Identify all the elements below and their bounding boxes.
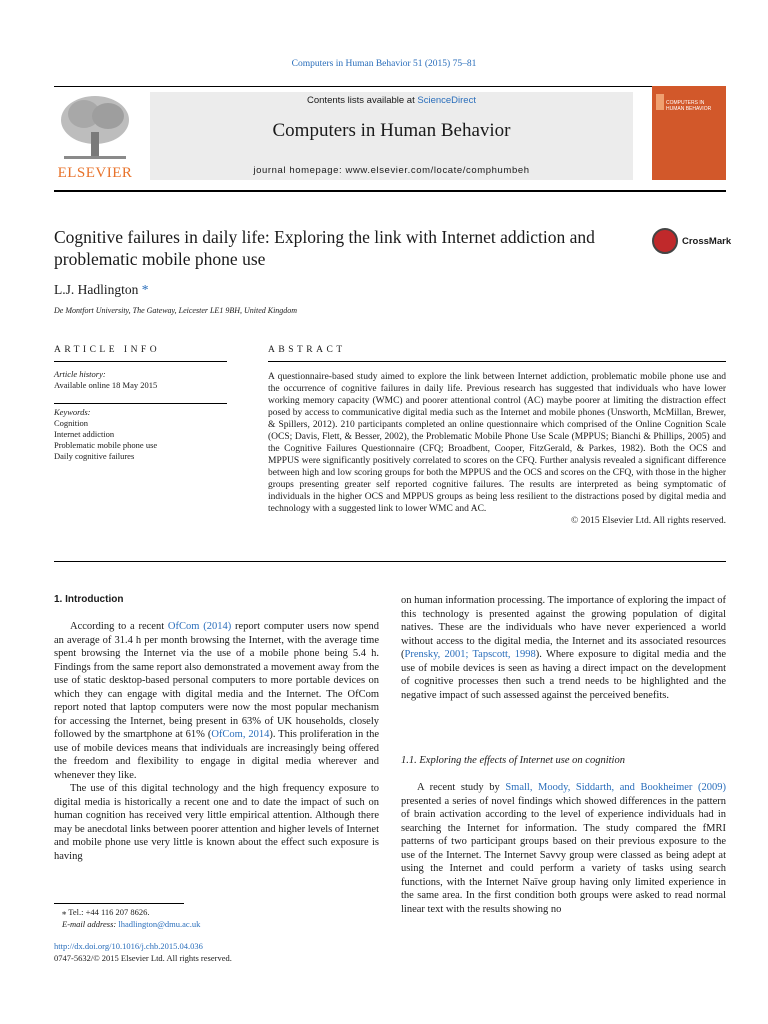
- text-run: ). This proliferation in the use of mobile devices means that individuals are increasingly being offered the freedom and flexibility to engage in digital media wherever and whenever they like.: [54, 729, 380, 781]
- keyword: Cognition: [54, 418, 89, 428]
- contents-line: [150, 95, 633, 106]
- abstract-paragraph: A questionnaire-based study aimed to explore the link between Internet addiction, problematic mobile phone use and the occurrence of cognitive failures in daily life. Previous research has suggested that individuals who have lower working memory capacity (WMC) and poorer attentional control (AC) maybe poorer at limiting the distraction effect posed by access to communicative digital media such as the Internet and mobile phones (Unsworth, McMillan, Brewer, & Spillers, 2012). 210 participants completed an online questionnaire which comprised of the Online Cognition Scale (OCS; Davis, Flett, & Besser, 2002), the Problematic Mobile Phone Use Scale (MPPUS; Bianchi & Phillips, 2005) and the Cognitive Failures Questionnaire (CFQ; Broadbent, Cooper, FitzGerald, & Parkes, 1982). Both the OCS and MPPUS were significantly positively correlated to scores on the CFQ. Further analysis revealed a significant difference between high and low scoring groups for both the MPPUS and the OCS and scores on the CFQ, with those in the higher groups presenting greater self reported cognitive failures. The results are interpreted as being symptomatic of individuals in the higher OCS and MPPUS groups as being less resilient to the distractions posed by digital media and technology with a suggested link to lower WMC and AC.: [268, 372, 726, 514]
- publisher-name: ELSEVIER: [57, 165, 133, 181]
- footnote-email: [62, 918, 382, 930]
- crossmark-icon: [652, 228, 678, 254]
- journal-title: Computers in Human Behavior: [272, 120, 511, 141]
- author-footnote-mark[interactable]: *: [141, 282, 149, 297]
- abstract-rule: [268, 361, 726, 362]
- email-link[interactable]: lhadlington@dmu.ac.uk: [118, 919, 201, 929]
- keyword: Problematic mobile phone use: [54, 440, 158, 450]
- article-title: Cognitive failures in daily life: Exploring the link with Internet addiction and problematic mobile phone use: [54, 227, 595, 269]
- doi-link[interactable]: http://dx.doi.org/10.1016/j.chb.2015.04.036: [54, 941, 203, 951]
- article-footer: [54, 940, 384, 964]
- intro-paragraph-1: [54, 620, 379, 782]
- text-run: According to a recent: [70, 621, 168, 632]
- article-info-rule: [54, 361, 227, 362]
- right-column-top: [401, 594, 726, 702]
- issn-line: 0747-5632/© 2015 Elsevier Ltd. All rights reserved.: [54, 953, 232, 963]
- right-paragraph-1: [401, 594, 726, 702]
- tree-icon: [54, 92, 136, 164]
- keywords-label: Keywords:: [54, 407, 91, 417]
- crossmark-badge[interactable]: [652, 228, 732, 258]
- right-paragraph-2: [401, 781, 726, 916]
- affiliation: De Montfort University, The Gateway, Leicester LE1 9BH, United Kingdom: [54, 306, 298, 315]
- journal-reference[interactable]: Computers in Human Behavior 51 (2015) 75–81: [291, 59, 477, 69]
- text-run: presented a series of novel findings which showed differences in the pattern of brain activation according to the level of experience individuals had in searching the Internet for information. The study compared the fMRI patterns of two participant groups based on their previous exposure to the use of the Internet. The Internet Savvy group were classed as being adept at using the Internet and could perform a variety of tasks using search functions, with the Internet Naïve group having only limited experience in the same area. In the first condition both groups were asked to read normal linear text with the results showing no: [401, 795, 726, 915]
- abstract-heading: ABSTRACT: [268, 345, 346, 355]
- history-label: Article history:: [54, 369, 106, 379]
- footnote-rule: [54, 903, 184, 904]
- email-label: E-mail address:: [62, 919, 119, 929]
- subsection-heading: 1.1. Exploring the effects of Internet use on cognition: [401, 755, 625, 766]
- author-name: L.J. Hadlington: [54, 282, 139, 297]
- keyword: Daily cognitive failures: [54, 451, 135, 461]
- footnote: [62, 906, 382, 930]
- abstract-body: [268, 371, 726, 527]
- journal-homepage: [150, 165, 633, 176]
- keywords-block: [54, 407, 227, 462]
- top-rule: [54, 86, 726, 87]
- journal-masthead: [150, 92, 633, 180]
- cover-band: [656, 94, 664, 110]
- elsevier-logo[interactable]: [54, 92, 136, 182]
- citation-link[interactable]: Prensky, 2001; Tapscott, 1998: [404, 649, 536, 660]
- citation-link[interactable]: OfCom (2014): [167, 621, 232, 632]
- history-value: Available online 18 May 2015: [54, 380, 158, 390]
- contents-prefix: Contents lists available at: [307, 95, 418, 106]
- abstract-copyright: © 2015 Elsevier Ltd. All rights reserved.: [571, 516, 726, 526]
- article-history: [54, 369, 227, 391]
- homepage-prefix: journal homepage:: [253, 165, 346, 176]
- text-run: ). Where exposure to digital media and the use of mobile devices is seen as having a direct impact on the development of cognitive processes then such a trend needs to be highlighted and the negative impact of such assessed against the perceived benefits.: [401, 649, 726, 701]
- section-heading-introduction: 1. Introduction: [54, 594, 124, 605]
- citation-link[interactable]: OfCom, 2014: [211, 729, 270, 740]
- journal-cover[interactable]: [652, 86, 726, 180]
- left-column: [54, 620, 379, 863]
- cover-title: COMPUTERS IN HUMAN BEHAVIOR: [666, 100, 712, 112]
- footnote-tel: ⁎ Tel.: +44 116 207 8626.: [62, 907, 150, 917]
- right-column-bottom: [401, 781, 726, 916]
- text-run: report computer users now spend an average of 31.4 h per month browsing the Internet, with the average time spent browsing the Internet via the use of a mobile phone being 5.4 h. Findings from the same report also demonstrated a movement away from the use of static desktop-based personal computers to more portable devices on which they can engage with digital media and the Internet. The OfCom report noted that laptop computers were now the most popular mechanism for accessing the Internet, being present in 63% of UK households, closely followed by the smartphone at 61% (: [54, 621, 379, 740]
- abstract-bottom-rule: [54, 561, 726, 562]
- keyword: Internet addiction: [54, 429, 115, 439]
- header-rule: [54, 190, 726, 192]
- intro-paragraph-2: The use of this digital technology and the high frequency exposure to digital media is historically a recent one and to date the impact of such on human cognition has received very little empirical attention. Although there may be anecdotal links between poorer attention and higher levels of Internet and mobile phone use very little is known about the effect such exposure is having: [54, 783, 379, 862]
- article-info-heading: ARTICLE INFO: [54, 345, 161, 355]
- sciencedirect-link[interactable]: ScienceDirect: [417, 95, 476, 106]
- history-rule: [54, 403, 227, 404]
- homepage-url[interactable]: www.elsevier.com/locate/comphumbeh: [345, 165, 530, 176]
- author-line: [54, 282, 149, 298]
- citation-link[interactable]: Small, Moody, Siddarth, and Bookheimer (2009): [505, 782, 726, 793]
- crossmark-label: CrossMark: [682, 236, 732, 247]
- text-run: on human information processing. The importance of exploring the impact of this technology is presented against the growing population of digital natives. These are the individuals who have never experienced a world without access to the digital media, the Internet and its associated resources (: [401, 595, 726, 660]
- text-run: A recent study by: [417, 782, 506, 793]
